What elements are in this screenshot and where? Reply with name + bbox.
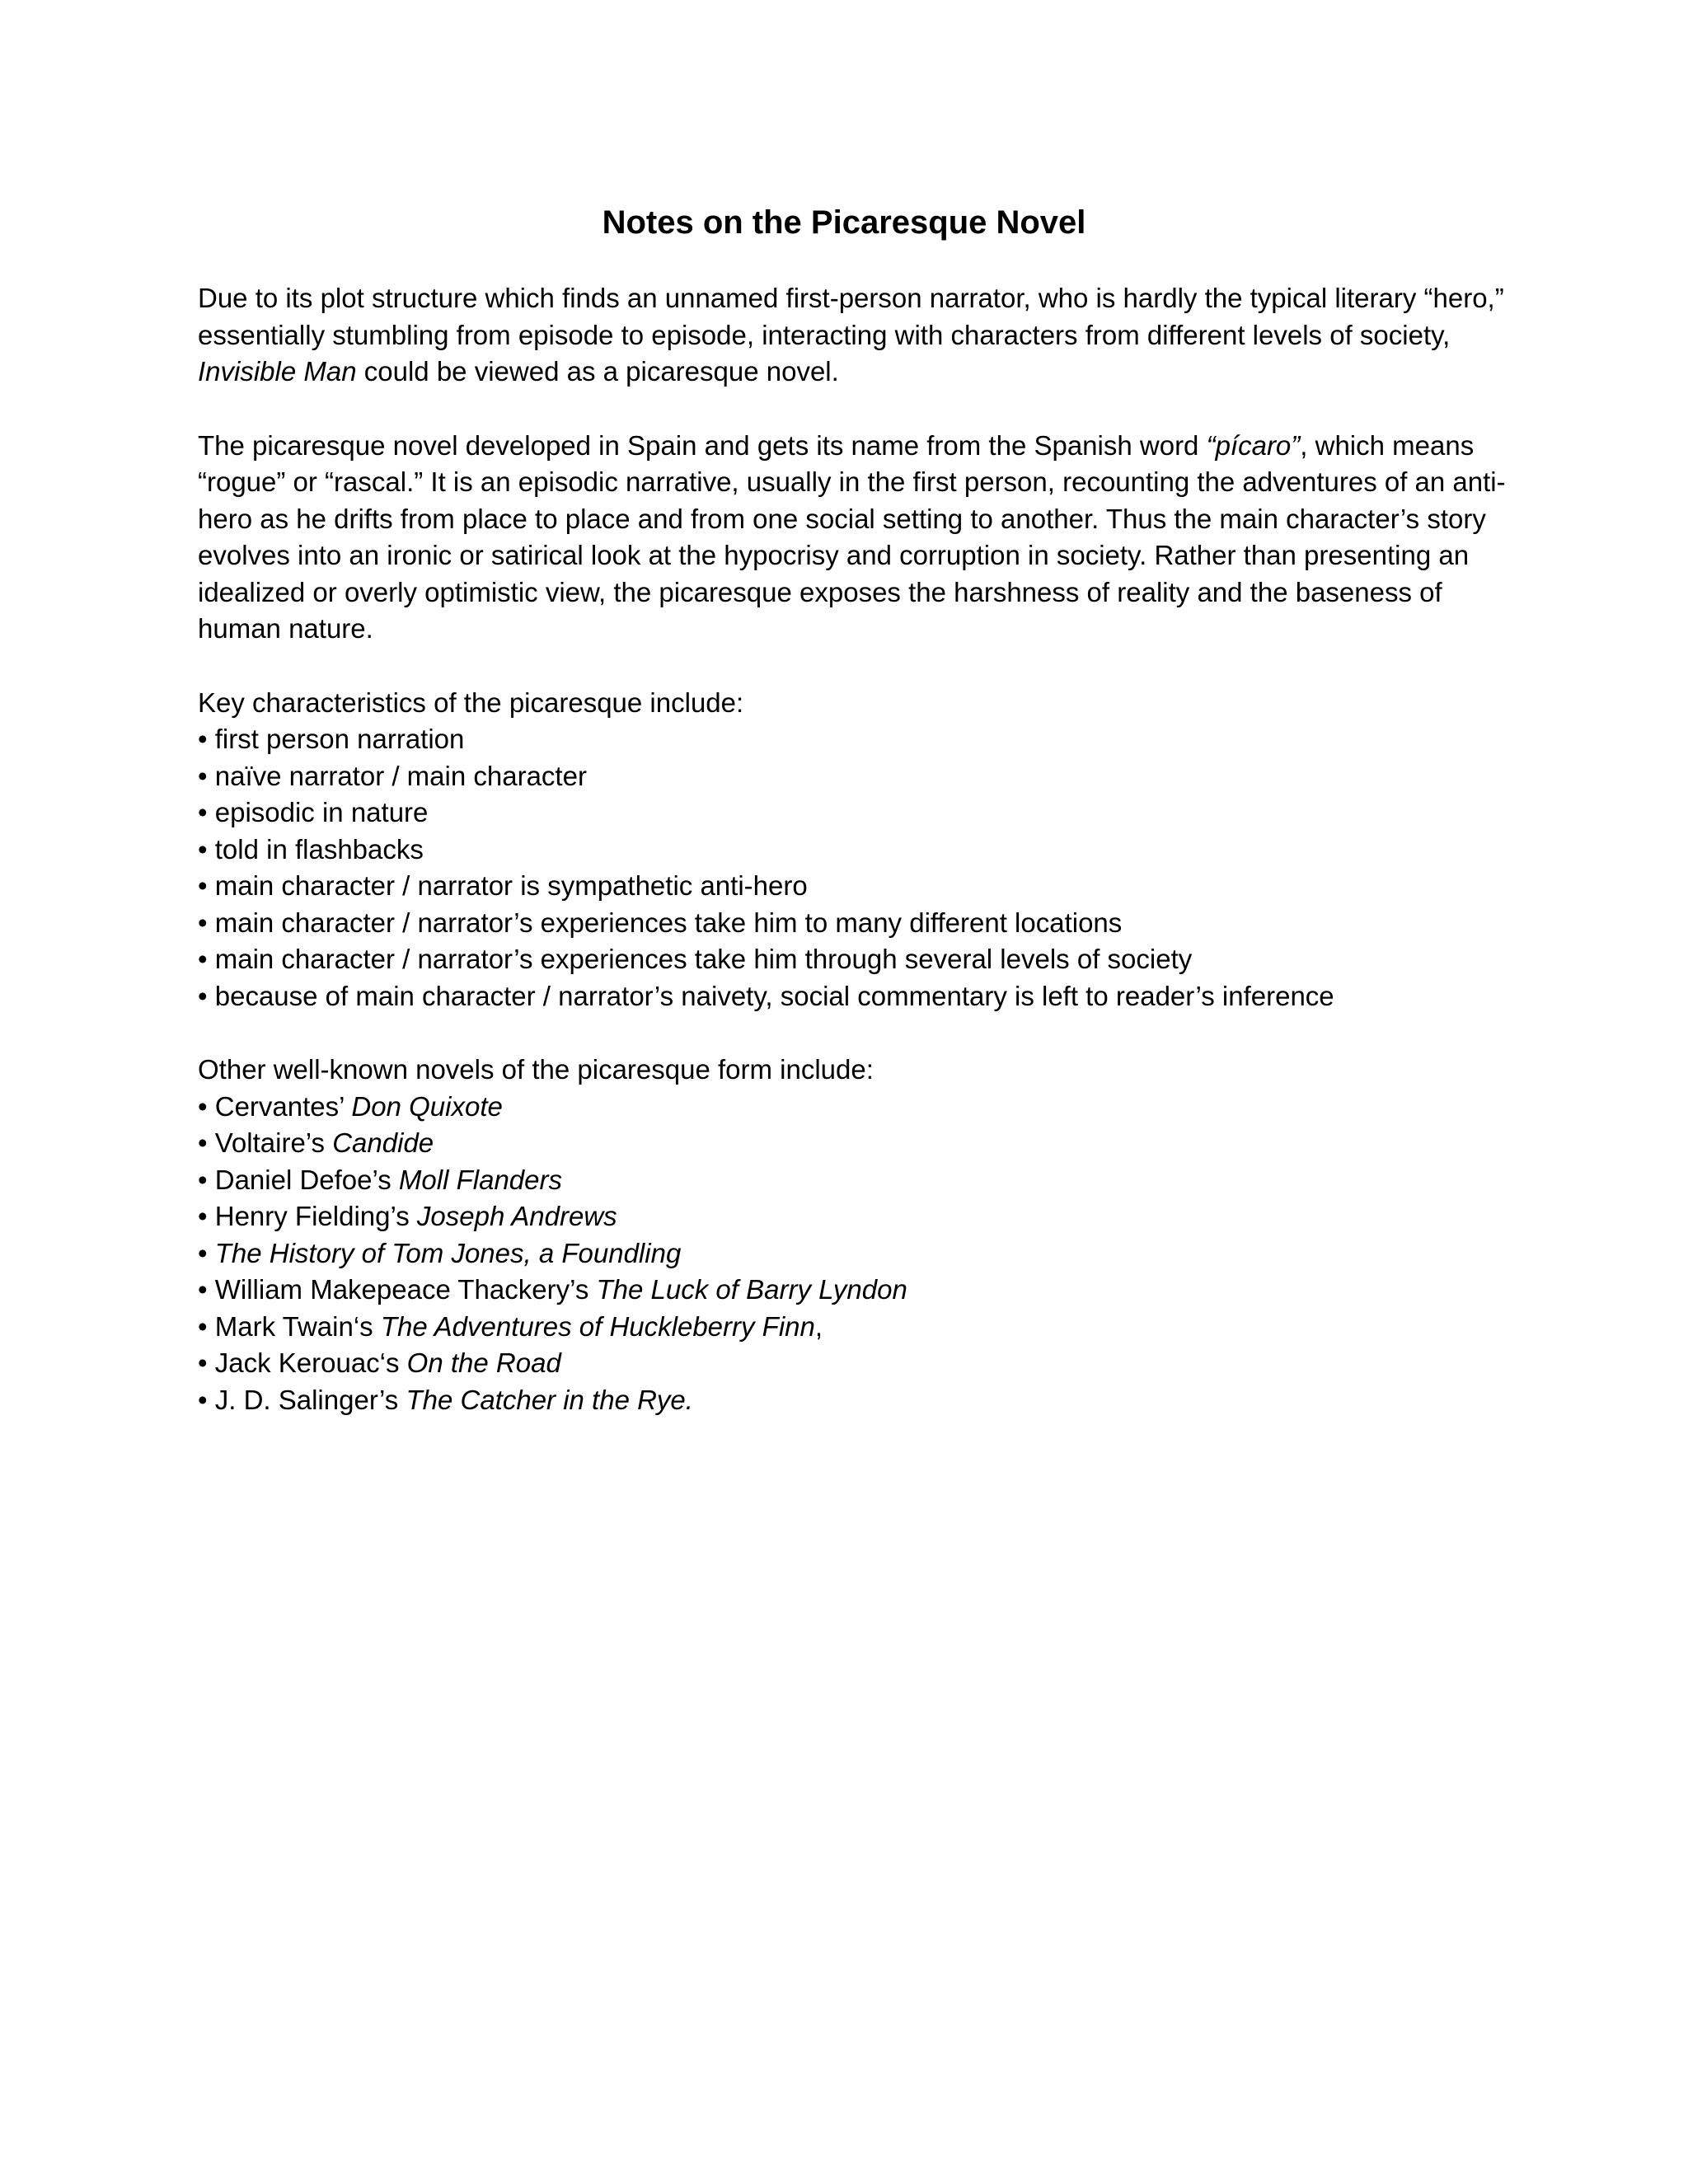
definition-spanish-word: “pícaro”	[1206, 429, 1301, 461]
novel-title: The History of Tom Jones, a Foundling	[214, 1237, 682, 1268]
paragraph-spacer	[198, 648, 1517, 685]
novel-title: The Luck of Barry Lyndon	[596, 1274, 907, 1305]
list-item: • main character / narrator’s experiences take him to many different locations	[198, 905, 1517, 942]
novel-title: Joseph Andrews	[416, 1201, 617, 1231]
page-title: Notes on the Picaresque Novel	[602, 204, 1086, 241]
document-body	[198, 280, 1517, 1418]
novel-author: Jack Kerouac‘s	[214, 1347, 407, 1378]
list-item: • episodic in nature	[198, 794, 1517, 832]
list-item	[198, 1272, 1517, 1309]
novel-author: Cervantes’	[214, 1090, 352, 1122]
novel-title: Moll Flanders	[398, 1164, 562, 1195]
definition-paragraph	[198, 428, 1517, 648]
characteristics-heading: Key characteristics of the picaresque include:	[198, 687, 744, 718]
characteristics-list	[198, 721, 1517, 1015]
list-item: • main character / narrator is sympathetic anti-hero	[198, 868, 1517, 905]
list-item	[198, 1235, 1517, 1272]
novel-title: Don Quixote	[351, 1090, 503, 1122]
novel-author: Daniel Defoe’s	[214, 1164, 399, 1195]
list-item: • first person narration	[198, 721, 1517, 758]
list-item	[198, 1125, 1517, 1162]
novel-title: Candide	[332, 1127, 434, 1158]
novel-author: William Makepeace Thackery’s	[214, 1274, 597, 1305]
list-item	[198, 1089, 1517, 1126]
definition-text-start: The picaresque novel developed in Spain and gets its name from the Spanish word	[198, 429, 1207, 461]
list-item: • because of main character / narrator’s naivety, social commentary is left to reader’s inference	[198, 978, 1517, 1015]
intro-text-end: could be viewed as a picaresque novel.	[356, 356, 839, 387]
intro-text-start: Due to its plot structure which finds an unnamed first-person narrator, who is hardly the typical literary “hero,” essentially stumbling from episode to episode, interacting with characters from different levels of society,	[198, 283, 1504, 350]
list-item	[198, 1162, 1517, 1199]
list-item: • told in flashbacks	[198, 832, 1517, 869]
list-item	[198, 1345, 1517, 1382]
intro-book-title: Invisible Man	[198, 356, 357, 387]
novel-author: Mark Twain‘s	[214, 1310, 381, 1342]
list-item	[198, 1382, 1517, 1419]
novels-list	[198, 1089, 1517, 1419]
novel-author: Voltaire’s	[214, 1127, 333, 1158]
novel-author: J. D. Salinger’s	[214, 1384, 406, 1415]
list-item: • main character / narrator’s experiences take him through several levels of society	[198, 941, 1517, 978]
novel-suffix: ,	[814, 1310, 823, 1342]
definition-text-end: , which means “rogue” or “rascal.” It is an episodic narrative, usually in the first person, recounting the adventures of an anti-hero as he drifts from place to place and from one social setting to another. Thus the main character’s story evolves into an ironic or satirical look at the hypocrisy and corruption in society. Rather than presenting an idealized or overly optimistic view, the picaresque exposes the harshness of reality and the baseness of human nature.	[198, 429, 1506, 644]
intro-paragraph	[198, 280, 1517, 391]
novels-heading: Other well-known novels of the picaresque form include:	[198, 1054, 874, 1085]
novel-title: The Adventures of Huckleberry Finn	[380, 1310, 815, 1342]
paragraph-spacer	[198, 391, 1517, 428]
novel-author: Henry Fielding’s	[214, 1201, 417, 1231]
list-item	[198, 1198, 1517, 1235]
paragraph-spacer	[198, 1015, 1517, 1052]
list-item	[198, 1309, 1517, 1346]
novel-title: On the Road	[406, 1347, 561, 1378]
list-item: • naïve narrator / main character	[198, 758, 1517, 795]
novel-title: The Catcher in the Rye.	[406, 1384, 693, 1415]
